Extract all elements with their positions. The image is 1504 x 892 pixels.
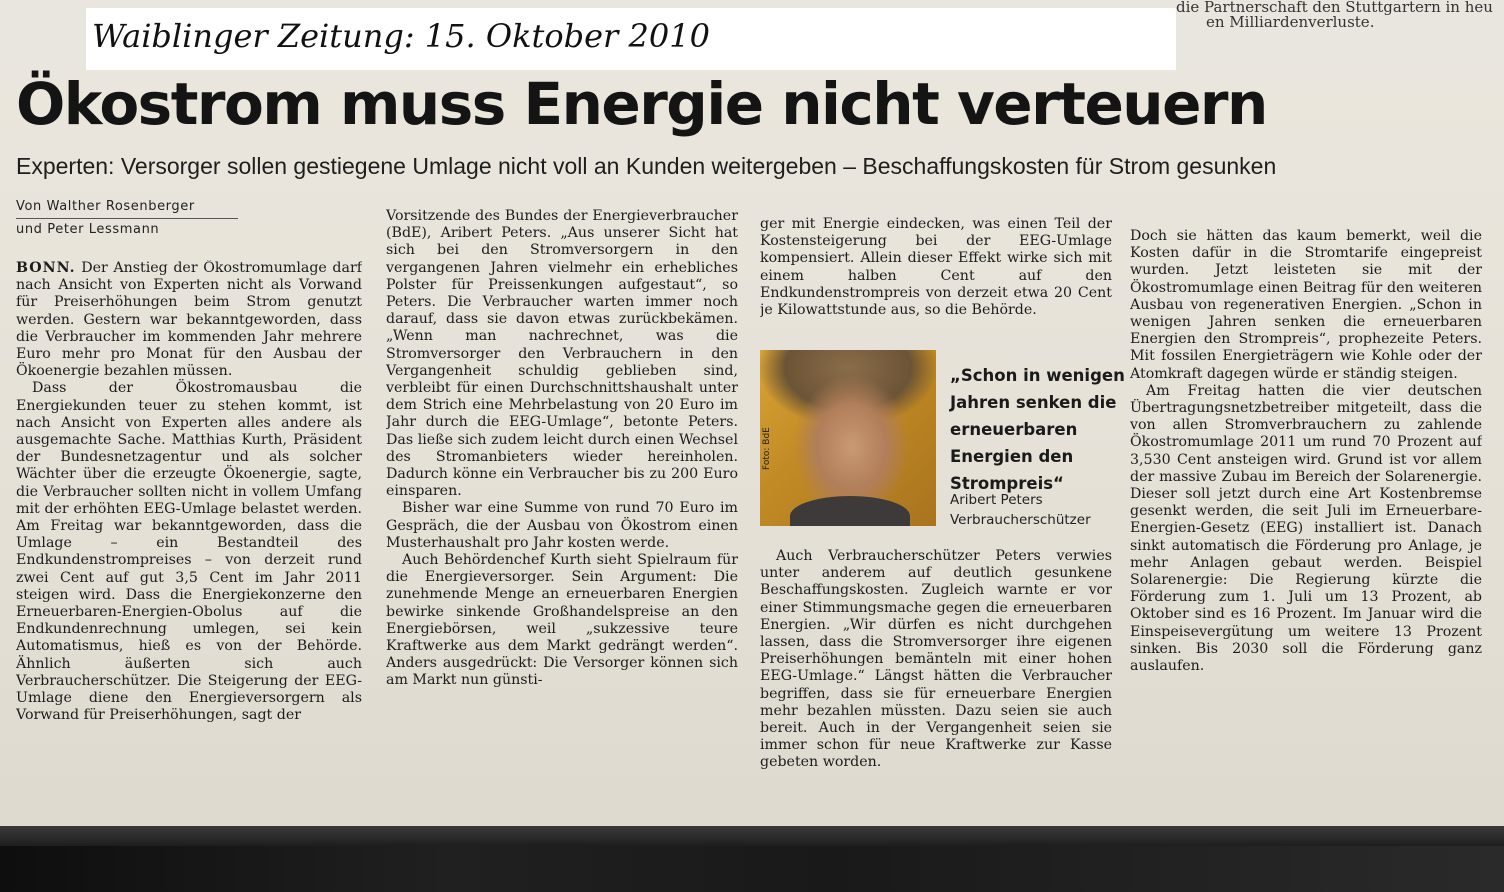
- column-2: [386, 208, 738, 808]
- photo-shirt: [790, 496, 910, 526]
- headline: Ökostrom muss Energie nicht verteuern: [16, 70, 1267, 138]
- column-3-top: [760, 216, 1112, 340]
- byline-author-1: Von Walther Rosenberger: [16, 196, 238, 219]
- paragraph-text: Der Anstieg der Ökostromumlage darf nach Ansicht von Experten nicht als Vorwand für Preiserhöhungen beim Strom genutzt werden. Gestern war bekanntgeworden, dass die Verbraucher im kommenden Jahr mehrere Euro mehr pro Monat für den Ausbau der Ökoenergie bezahlen müssen.: [16, 260, 362, 380]
- subheadline: Experten: Versorger sollen gestiegene Umlage nicht voll an Kunden weitergeben – Beschaffungskosten für Strom gesunken: [16, 153, 1277, 179]
- paragraph: Dass der Ökostromausbau die Energiekunden teuer zu stehen kommt, ist nach Ansicht von Experten alles andere als ausgemachte Sache. Matthias Kurth, Präsident der Bundesnetzagentur und als solcher Wächter über die erzeugte Ökoenergie, sagte, die Verbraucher sollten nicht in vollem Umfang mit der erhöhten EEG-Umlage belastet werden. Am Freitag war bekanntgeworden, dass die Umlage – ein Bestandteil des Endkundenstrompreises – von derzeit rund zwei Cent auf gut 3,5 Cent im Jahr 2011 steigen wird. Dass die Energiekonzerne den Erneuerbaren-Energien-Obolus auf die Endkundenrechnung umlegen, sei kein Automatismus, hieß es von der Behörde. Ähnlich äußerten sich auch Verbraucherschützer. Die Steigerung der EEG-Umlage diene den Energieversorgern als Vorwand für Preiserhöhungen, sagt der: [16, 380, 362, 724]
- paragraph: Auch Behördenchef Kurth sieht Spielraum für die Energieversorger. Sein Argument: Die zunehmende Menge an erneuerbaren Energien bewirke sinkende Großhandelspreise an den Energiebörsen, weil „sukzessive teure Kraftwerke aus dem Markt gedrängt werden“. Anders ausgedrückt: Die Versorger können sich am Markt nun günsti-: [386, 552, 738, 689]
- column-3-bottom: [760, 548, 1112, 810]
- paragraph: Am Freitag hatten die vier deutschen Übertragungsnetzbetreiber mitgeteilt, dass die von allen Stromverbrauchern zu zahlende Ökostromumlage 2011 um rund 70 Prozent auf 3,530 Cent ansteigen wird. Grund ist vor allem der massive Zubau im Bereich der Solarenergie. Dieser soll jetzt durch eine Art Kostenbremse gesenkt werden, die seit Juli im Erneuerbare-Energien-Gesetz (EEG) installiert ist. Danach sinkt automatisch die Förderung pro Anlage, je mehr Anlagen gebaut werden. Beispiel Solarenergie: Die Regierung kürzte die Förderung zum 1. Juli um 13 Prozent, ab Oktober sind es 16 Prozent. Im Januar wird die Einspeisevergütung um weitere 13 Prozent sinken. Bis 2030 soll die Förderung ganz auslaufen.: [1130, 382, 1482, 675]
- bottom-edge-shade: [0, 846, 1504, 892]
- dark-bottom-edge: [0, 826, 1504, 892]
- column-1: [16, 260, 362, 800]
- paragraph: Doch sie hätten das kaum bemerkt, weil die Kosten dafür in die Stromtarife eingepreist wurden. Jetzt leisteten sie mit der Ökostromumlage einen Beitrag für den weiteren Ausbau von regenerativen Energien. „Schon in wenigen Jahren senken die erneuerbaren Energien den Strompreis“, prophezeite Peters. Mit fossilen Energieträgern wie Kohle oder der Atomkraft dagegen würde er ständig steigen.: [1130, 228, 1482, 382]
- dateline: BONN.: [16, 260, 76, 276]
- quote-author: [950, 490, 1130, 530]
- paragraph: Auch Verbraucherschützer Peters verwies unter anderem auf deutlich gesunkene Beschaffungskosten. Zugleich warnte er vor einer Stimmungsmache gegen die erneuerbaren Energien. „Wir dürfen es nicht durchgehen lassen, dass die Stromversorger ihre eigenen Preiserhöhungen bemänteln mit einer hohen EEG-Umlage.“ Längst hätten die Verbraucher begriffen, dass sie für erneuerbare Energien mehr bezahlen müssten. Dazu seien sie auch bereit. Auch in der Vergangenheit seien sie immer schon für neue Kraftwerke zur Kasse gebeten worden.: [760, 548, 1112, 771]
- paragraph: Bisher war eine Summe von rund 70 Euro im Gespräch, die der Ausbau von Ökostrom einen Musterhaushalt pro Jahr kosten werde.: [386, 500, 738, 551]
- byline: [16, 196, 346, 241]
- paragraph: [16, 260, 362, 380]
- cut-off-line-1: die Partnerschaft den Stuttgartern in heu: [1176, 0, 1493, 16]
- paragraph: Vorsitzende des Bundes der Energieverbraucher (BdE), Aribert Peters. „Aus unserer Sicht hat sich bei den Stromversorgern in den vergangenen Jahren vielmehr ein erhebliches Polster für Preissenkungen aufgestaut“, so Peters. Die Verbraucher warten immer noch darauf, dass sie davon etwas zurückbekämen. „Wenn man nachrechnet, was die Stromversorger den Verbrauchern in den Vergangenheit schuldig geblieben sind, verbleibt für einen Durchschnittshaushalt unter dem Strich eine Mehrbelastung von 20 Euro im Jahr durch die EEG-Umlage“, betonte Peters. Das ließe sich zudem leicht durch einen Wechsel des Stromanbieters wieder hereinholen. Dadurch könne ein Verbraucher bis zu 200 Euro einsparen.: [386, 208, 738, 500]
- cut-off-text: [1176, 0, 1496, 30]
- photo-credit: Foto: BdE: [762, 427, 772, 470]
- quote-author-name: Aribert Peters: [950, 492, 1043, 508]
- source-label: Waiblinger Zeitung: 15. Oktober 2010: [86, 8, 1176, 70]
- byline-author-2: und Peter Lessmann: [16, 222, 160, 237]
- column-4: [1130, 228, 1482, 818]
- cut-off-line-2: en Milliardenverluste.: [1206, 13, 1375, 30]
- pull-quote: „Schon in wenigen Jahren senken die erneuerbaren Energien den Strompreis“: [950, 366, 1125, 493]
- quote-author-role: Verbraucherschützer: [950, 512, 1091, 528]
- paragraph: ger mit Energie eindecken, was einen Teil der Kostensteigerung bei der EEG-Umlage kompensiert. Allein dieser Effekt wirke sich mit einem halben Cent auf den Endkundenstrompreis von derzeit etwa 20 Cent je Kilowattstunde aus, so die Behörde.: [760, 216, 1112, 319]
- portrait-photo: [760, 350, 936, 526]
